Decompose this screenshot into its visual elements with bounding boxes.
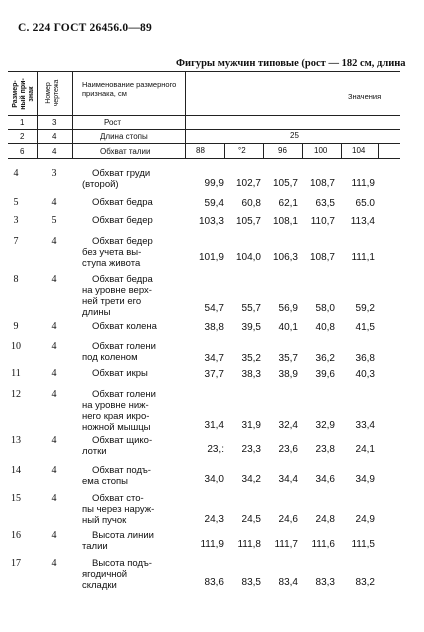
- val-rule-5: [378, 143, 379, 158]
- row-feature-name: Высота линии: [92, 530, 154, 541]
- row-feature-name: Обхват бедра: [92, 197, 153, 208]
- row-feature-name: под коленом: [82, 352, 138, 363]
- row-value: 111,9: [200, 539, 224, 550]
- waist-value: °2: [238, 146, 246, 155]
- row-drawing-number: 4: [51, 493, 57, 504]
- meta-feature-2: 2: [20, 132, 25, 141]
- row-value: 32,4: [278, 420, 298, 431]
- row-feature-name: Обхват голени: [92, 341, 156, 352]
- table-top-rule: [8, 71, 400, 72]
- row-value: 24,5: [241, 514, 261, 525]
- waist-value: 104: [352, 146, 366, 155]
- row-value: 39,5: [241, 322, 261, 333]
- header-name: Наименование размерного признака, см: [82, 80, 177, 98]
- row-feature-number: 3: [13, 215, 19, 226]
- row-value: 111,1: [351, 252, 375, 263]
- row-feature-name: ема стопы: [82, 476, 128, 487]
- row-drawing-number: 4: [51, 321, 57, 332]
- row-value: 35,2: [241, 353, 261, 364]
- row-value: 23,:: [207, 444, 224, 455]
- row-feature-name: Обхват щико-: [92, 435, 153, 446]
- row-value: 41,5: [355, 322, 375, 333]
- row-feature-name: Обхват бедер: [92, 236, 153, 247]
- row-value: 34,4: [278, 474, 298, 485]
- row-drawing-number: 4: [51, 341, 57, 352]
- row-feature-name: него края икро-: [82, 411, 150, 422]
- row-value: 111,6: [311, 539, 335, 550]
- val-rule-1: [224, 143, 225, 158]
- row-value: 39,6: [315, 369, 335, 380]
- row-value: 111,5: [351, 539, 375, 550]
- row-value: 103,3: [198, 216, 224, 227]
- row-value: 37,7: [204, 369, 224, 380]
- row-drawing-number: 4: [51, 465, 57, 476]
- row-value: 35,7: [278, 353, 298, 364]
- row-feature-number: 16: [11, 530, 21, 541]
- waist-value: 100: [314, 146, 328, 155]
- row-feature-name: Обхват бедер: [92, 215, 153, 226]
- row-value: 34,6: [315, 474, 335, 485]
- row-value: 56,9: [278, 303, 298, 314]
- row-value: 36,8: [355, 353, 375, 364]
- row-value: 111,8: [237, 539, 261, 550]
- row-feature-name: ный пучок: [82, 515, 127, 526]
- row-feature-number: 10: [11, 341, 21, 352]
- row-drawing-number: 4: [51, 368, 57, 379]
- row-feature-name: ступа живота: [82, 258, 141, 269]
- row-feature-name: ножной мышцы: [82, 422, 151, 433]
- row-value: 36,2: [315, 353, 335, 364]
- row-feature-number: 7: [13, 236, 19, 247]
- meta-name-3: Обхват талии: [100, 147, 151, 156]
- row-value: 23,3: [241, 444, 261, 455]
- row-value: 24,3: [204, 514, 224, 525]
- row-value: 102,7: [235, 178, 261, 189]
- row-value: 101,9: [198, 252, 224, 263]
- row-value: 83,3: [315, 577, 335, 588]
- meta-drawing-3: 4: [52, 147, 57, 156]
- meta-feature-1: 1: [20, 118, 25, 127]
- meta-name-2: Длина стопы: [100, 132, 148, 141]
- row-value: 83,5: [241, 577, 261, 588]
- row-value: 38,8: [204, 322, 224, 333]
- row-value: 38,9: [278, 369, 298, 380]
- row-value: 111,7: [274, 539, 298, 550]
- row-feature-number: 15: [11, 493, 21, 504]
- val-rule-2: [263, 143, 264, 158]
- row-value: 113,4: [350, 216, 375, 227]
- row-value: 23,6: [278, 444, 298, 455]
- row-feature-number: 14: [11, 465, 21, 476]
- row-feature-number: 12: [11, 389, 21, 400]
- row-value: 54,7: [204, 303, 224, 314]
- row-feature-name: Обхват груди: [92, 168, 151, 179]
- row-value: 33,4: [355, 420, 375, 431]
- row-value: 58,0: [315, 303, 335, 314]
- row-feature-name: на уровне верх-: [82, 285, 152, 296]
- row-feature-name: Обхват подъ-: [92, 465, 151, 476]
- row-value: 34,0: [204, 474, 224, 485]
- row-value: 104,0: [235, 252, 261, 263]
- row-value: 34,2: [241, 474, 261, 485]
- row-value: 65.0: [355, 198, 375, 209]
- row-feature-name: складки: [82, 580, 117, 591]
- row-value: 63,5: [315, 198, 335, 209]
- row-feature-name: (второй): [82, 179, 119, 190]
- row-feature-name: на уровне ниж-: [82, 400, 149, 411]
- meta-rule-3: [8, 158, 400, 159]
- row-feature-name: длины: [82, 307, 111, 318]
- meta-value-2: 25: [290, 131, 299, 140]
- header-bottom-rule: [8, 115, 400, 116]
- row-value: 34,7: [204, 353, 224, 364]
- row-feature-number: 11: [11, 368, 21, 379]
- row-value: 24,9: [355, 514, 375, 525]
- page-number: С. 224 ГОСТ 26456.0—89: [18, 22, 152, 34]
- row-value: 31,9: [241, 420, 261, 431]
- row-drawing-number: 3: [51, 168, 57, 179]
- row-value: 59,4: [204, 198, 224, 209]
- val-rule-4: [341, 143, 342, 158]
- waist-value: 96: [278, 146, 287, 155]
- row-value: 99,9: [204, 178, 224, 189]
- header-size-feature: Размер-ный при-знак: [12, 78, 35, 110]
- row-feature-number: 5: [13, 197, 19, 208]
- row-value: 62,1: [278, 198, 298, 209]
- header-values: Значения: [348, 92, 382, 101]
- val-rule-3: [302, 143, 303, 158]
- row-value: 31,4: [204, 420, 224, 431]
- row-feature-name: Обхват бедра: [92, 274, 153, 285]
- table-title: Фигуры мужчин типовые (рост — 182 см, длина: [176, 58, 406, 69]
- meta-drawing-1: 3: [52, 118, 57, 127]
- row-value: 34,9: [355, 474, 375, 485]
- row-value: 106,3: [272, 252, 298, 263]
- meta-rule-1: [8, 129, 400, 130]
- row-value: 105,7: [235, 216, 261, 227]
- row-feature-number: 4: [13, 168, 19, 179]
- row-value: 108,7: [309, 178, 335, 189]
- row-drawing-number: 4: [51, 435, 57, 446]
- row-value: 32,9: [315, 420, 335, 431]
- row-value: 59,2: [355, 303, 375, 314]
- row-value: 23,8: [315, 444, 335, 455]
- col-rule-3: [185, 71, 186, 158]
- row-feature-name: ягодичной: [82, 569, 128, 580]
- row-value: 110,7: [310, 216, 335, 227]
- row-feature-name: Высота подъ-: [92, 558, 152, 569]
- row-value: 24,8: [315, 514, 335, 525]
- row-drawing-number: 4: [51, 389, 57, 400]
- row-value: 40,3: [355, 369, 375, 380]
- row-value: 105,7: [272, 178, 298, 189]
- row-value: 40,8: [315, 322, 335, 333]
- col-rule-1: [37, 71, 38, 158]
- row-drawing-number: 4: [51, 558, 57, 569]
- row-value: 60,8: [241, 198, 261, 209]
- row-feature-number: 8: [13, 274, 19, 285]
- meta-feature-3: 6: [20, 147, 25, 156]
- row-feature-number: 13: [11, 435, 21, 446]
- row-drawing-number: 4: [51, 197, 57, 208]
- row-value: 108,7: [309, 252, 335, 263]
- row-feature-name: Обхват икры: [92, 368, 148, 379]
- header-drawing-no: Номер чертежа: [45, 79, 60, 107]
- row-feature-name: талии: [82, 541, 108, 552]
- row-value: 83,2: [355, 577, 375, 588]
- row-value: 83,4: [278, 577, 298, 588]
- row-feature-name: Обхват голени: [92, 389, 156, 400]
- row-feature-name: ней трети его: [82, 296, 142, 307]
- col-rule-2: [72, 71, 73, 158]
- row-value: 108,1: [272, 216, 298, 227]
- row-feature-number: 9: [13, 321, 19, 332]
- row-feature-name: без учета вы-: [82, 247, 142, 258]
- row-drawing-number: 4: [51, 530, 57, 541]
- row-value: 83,6: [204, 577, 224, 588]
- waist-value: 88: [196, 146, 205, 155]
- row-feature-name: лотки: [82, 446, 107, 457]
- row-feature-name: пы через наруж-: [82, 504, 155, 515]
- row-feature-number: 17: [11, 558, 21, 569]
- row-value: 38,3: [241, 369, 261, 380]
- row-value: 24,6: [278, 514, 298, 525]
- row-value: 24,1: [355, 444, 375, 455]
- row-drawing-number: 5: [51, 215, 57, 226]
- meta-drawing-2: 4: [52, 132, 57, 141]
- meta-name-1: Рост: [104, 118, 122, 127]
- row-feature-name: Обхват сто-: [92, 493, 144, 504]
- row-drawing-number: 4: [51, 274, 57, 285]
- row-value: 40,1: [278, 322, 298, 333]
- row-value: 55,7: [241, 303, 261, 314]
- row-drawing-number: 4: [51, 236, 57, 247]
- row-feature-name: Обхват колена: [92, 321, 157, 332]
- row-value: 111,9: [351, 178, 375, 189]
